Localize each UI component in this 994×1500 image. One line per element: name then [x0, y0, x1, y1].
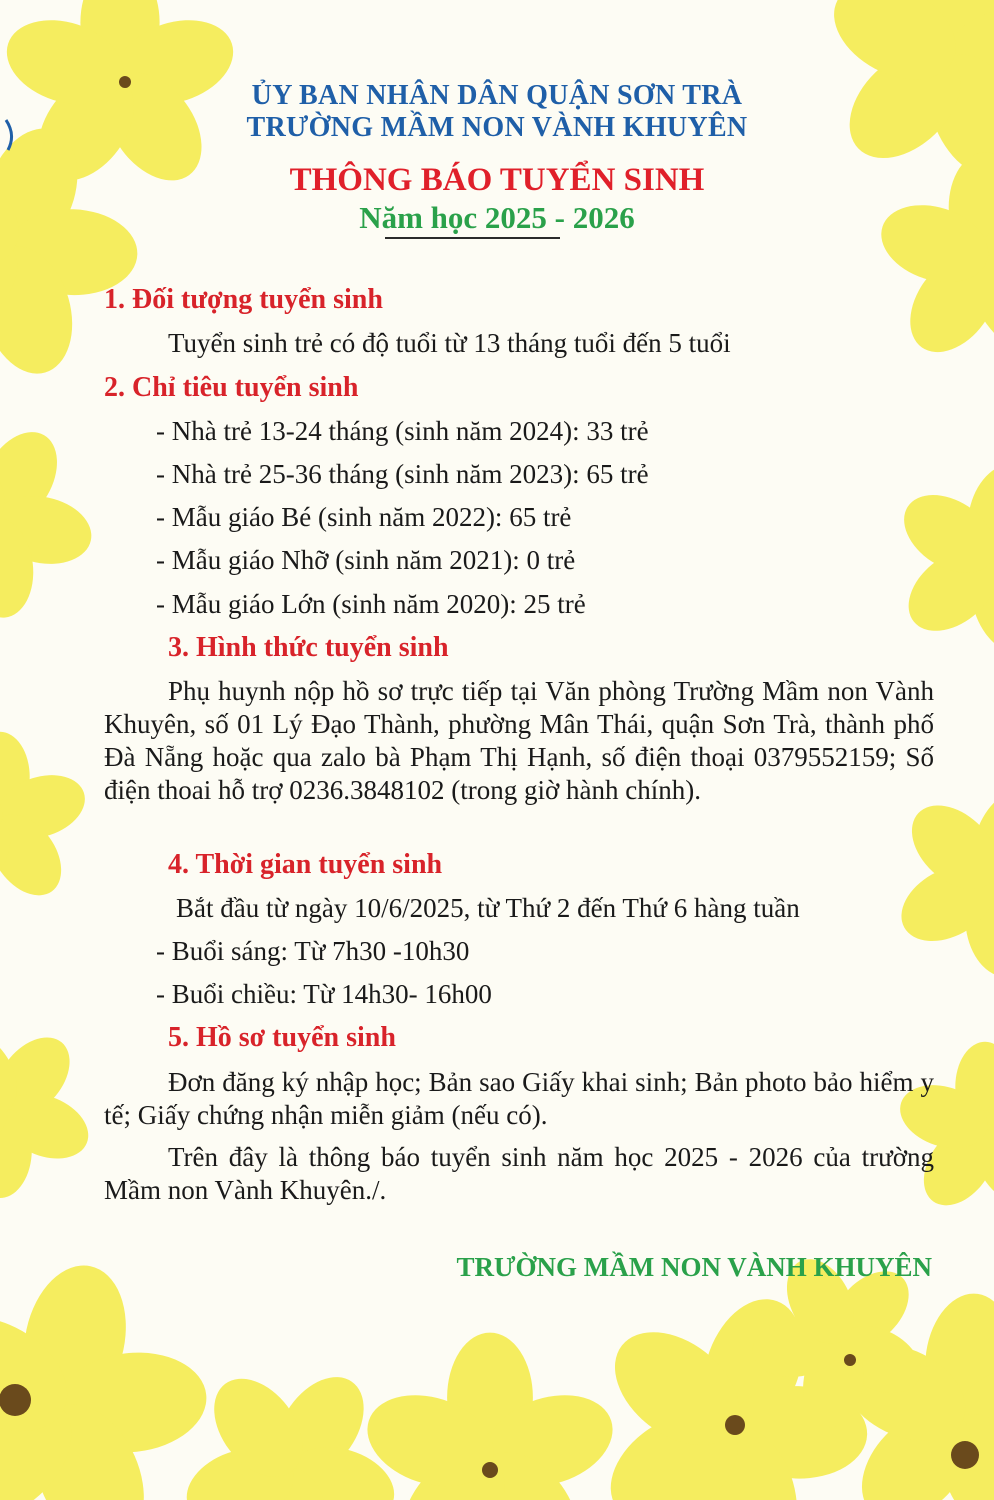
section-3-text: Phụ huynh nộp hồ sơ trực tiếp tại Văn phòng Trường Mầm non Vành Khuyên, số 01 Lý Đạo Thành, phường Mân Thái, quận Sơn Trà, thành phố Đà Nẵng hoặc qua zalo bà Phạm Thị Hạnh, số điện thoại 0379552159; Số điện thoai hỗ trợ 0236.3848102 (trong giờ hành chính).: [104, 676, 934, 805]
quota-item: - Mẫu giáo Bé (sinh năm 2022): 65 trẻ: [156, 502, 572, 532]
page-title: THÔNG BÁO TUYỂN SINH: [289, 162, 705, 198]
quota-item: - Nhà trẻ 25-36 tháng (sinh năm 2023): 65 trẻ: [156, 459, 649, 489]
section-4-heading: 4. Thời gian tuyển sinh: [168, 849, 443, 880]
section-4-text: Bắt đầu từ ngày 10/6/2025, từ Thứ 2 đến Thứ 6 hàng tuần: [176, 893, 800, 923]
closing-paragraph: Trên đây là thông báo tuyển sinh năm học 2025 - 2026 của trường Mầm non Vành Khuyên./.: [104, 1142, 934, 1205]
section-1-heading: 1. Đối tượng tuyển sinh: [104, 284, 383, 315]
year-underline: [385, 237, 560, 239]
section-1-text: Tuyển sinh trẻ có độ tuổi từ 13 tháng tuổi đến 5 tuổi: [168, 328, 731, 358]
header-district: ỦY BAN NHÂN DÂN QUẬN SƠN TRÀ: [251, 80, 743, 111]
schedule-item: - Buổi chiều: Từ 14h30- 16h00: [156, 979, 492, 1009]
signature: TRƯỜNG MẦM NON VÀNH KHUYÊN: [456, 1252, 932, 1282]
section-2-heading: 2. Chỉ tiêu tuyển sinh: [104, 372, 359, 403]
section-3-heading: 3. Hình thức tuyển sinh: [168, 632, 449, 663]
quota-item: - Mẫu giáo Nhỡ (sinh năm 2021): 0 trẻ: [156, 545, 576, 575]
header-school: TRƯỜNG MẦM NON VÀNH KHUYÊN: [246, 112, 748, 143]
school-year: Năm học 2025 - 2026: [359, 200, 635, 235]
section-5-heading: 5. Hồ sơ tuyển sinh: [168, 1022, 396, 1053]
quota-item: - Mẫu giáo Lớn (sinh năm 2020): 25 trẻ: [156, 589, 586, 619]
schedule-item: - Buổi sáng: Từ 7h30 -10h30: [156, 936, 470, 966]
quota-item: - Nhà trẻ 13-24 tháng (sinh năm 2024): 33 trẻ: [156, 416, 649, 446]
section-5-text: Đơn đăng ký nhập học; Bản sao Giấy khai sinh; Bản photo bảo hiểm y tế; Giấy chứng nhận miễn giảm (nếu có).: [104, 1067, 934, 1130]
